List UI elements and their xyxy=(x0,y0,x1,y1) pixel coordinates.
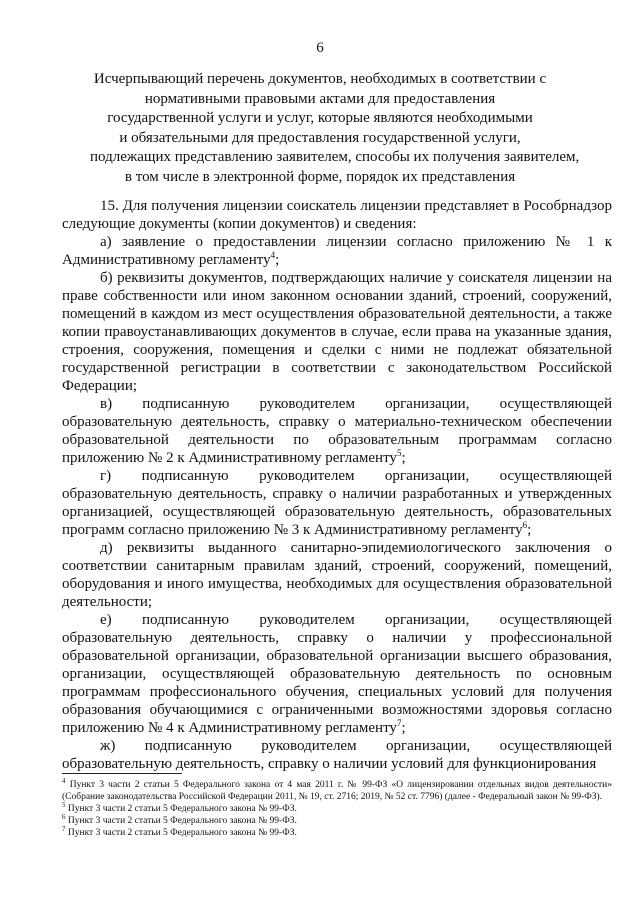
footnote-7 xyxy=(62,824,612,839)
section-title xyxy=(90,70,580,187)
title-line: Исчерпывающий перечень документов, необходимых в соответствии с xyxy=(93,71,547,87)
paragraph-text: б) реквизиты документов, подтверждающих наличие у соискателя лицензии на праве собственности или ином законном основании зданий, строений, сооружений, помещений в каждом из мест осуществления образовательной деятельности, а также копии правоустанавливающих документов в случае, если права на указанные здания, строения, сооружения, помещения и сделки с ними не подлежат обязательной государственной регистрации в соответствии с законодательством Российской Федерации; xyxy=(62,270,612,394)
paragraph-tail: ; xyxy=(275,252,280,268)
paragraph-text: ж) подписанную руководителем организации, осуществляющей образовательную деятельность, справку о наличии условий для функционирования xyxy=(62,738,612,772)
footnote-6 xyxy=(62,812,612,827)
item-zh xyxy=(62,737,612,773)
paragraph-tail: ; xyxy=(401,450,406,466)
title-line: и обязательными для предоставления государственной услуги, xyxy=(119,129,521,146)
item-e xyxy=(62,611,612,737)
title-line: нормативными правовыми актами для предоставления xyxy=(144,90,496,107)
title-line: в том числе в электронной форме, порядок их представления xyxy=(124,168,516,185)
paragraph-text: в) подписанную руководителем организации, осуществляющей образовательную деятельность, справку о материально-техническом обеспечении образовательной деятельности по образовательным программам согласно приложению № 2 к Административному регламенту xyxy=(62,396,612,466)
footnote-mark: 4 xyxy=(62,776,66,785)
footnote-text: Пункт 3 части 2 статьи 5 Федерального закона от 4 мая 2011 г. № 99-ФЗ «О лицензировании отдельных видов деятельности» (Собрание законодательства Российской Федерации 2011, № 19, ст. 2716; 2019, № 52 ст. 7796) (далее - Федеральный закон № 99-ФЗ). xyxy=(62,780,613,802)
footnote-ref: 5 xyxy=(396,448,402,458)
footnote-mark: 6 xyxy=(62,812,66,821)
paragraph-tail: ; xyxy=(527,522,532,538)
footnote-5 xyxy=(62,800,612,815)
document-body xyxy=(62,197,612,773)
paragraph-15 xyxy=(62,197,612,233)
page-number: 6 xyxy=(316,40,324,56)
paragraph-text: 15. Для получения лицензии соискатель лицензии представляет в Рособрнадзор следующие документы (копии документов) и сведения: xyxy=(62,198,612,232)
paragraph-tail: ; xyxy=(401,720,406,736)
item-g xyxy=(62,467,612,539)
footnote-4 xyxy=(62,776,613,803)
footnote-ref: 4 xyxy=(270,250,276,260)
footnote-mark: 7 xyxy=(62,824,66,833)
title-line: государственной услуги и услуг, которые являются необходимыми xyxy=(107,110,533,126)
item-d xyxy=(62,539,612,611)
footnote-text: Пункт 3 части 2 статьи 5 Федерального закона № 99-ФЗ. xyxy=(67,828,297,838)
paragraph-text: д) реквизиты выданного санитарно-эпидемиологического заключения о соответствии санитарным правилам зданий, строений, сооружений, помещений, оборудования и иного имущества, необходимых для осуществления образовательной деятельности; xyxy=(62,540,612,610)
footnotes xyxy=(62,776,613,839)
footnote-text: Пункт 3 части 2 статьи 5 Федерального закона № 99-ФЗ. xyxy=(67,804,297,814)
paragraph-text: а) заявление о предоставлении лицензии согласно приложению № 1 к Административному регламенту xyxy=(62,234,612,268)
footnote-mark: 5 xyxy=(62,800,66,809)
paragraph-text: е) подписанную руководителем организации, осуществляющей образовательную деятельность, справку о наличии у профессиональной образовательной организации, образовательной организации высшего образования, организации, осуществляющей образовательную деятельность по основным программам профессионального обучения, специальных условий для получения образования обучающимися с ограниченными возможностями здоровья согласно приложению № 4 к Административному регламенту xyxy=(62,612,612,736)
title-line: подлежащих представлению заявителем, способы их получения заявителем, xyxy=(90,149,580,165)
item-a xyxy=(62,233,612,269)
footnote-ref: 7 xyxy=(396,718,402,728)
footnote-text: Пункт 3 части 2 статьи 5 Федерального закона № 99-ФЗ. xyxy=(67,816,297,826)
paragraph-text: г) подписанную руководителем организации, осуществляющей образовательную деятельность, справку о наличии разработанных и утвержденных организацией, осуществляющей образовательную деятельность, образовательных программ согласно приложению № 3 к Административному регламенту xyxy=(62,468,612,538)
item-v xyxy=(62,395,612,467)
footnote-divider xyxy=(62,773,182,774)
item-b xyxy=(62,269,612,395)
footnote-ref: 6 xyxy=(522,520,528,530)
